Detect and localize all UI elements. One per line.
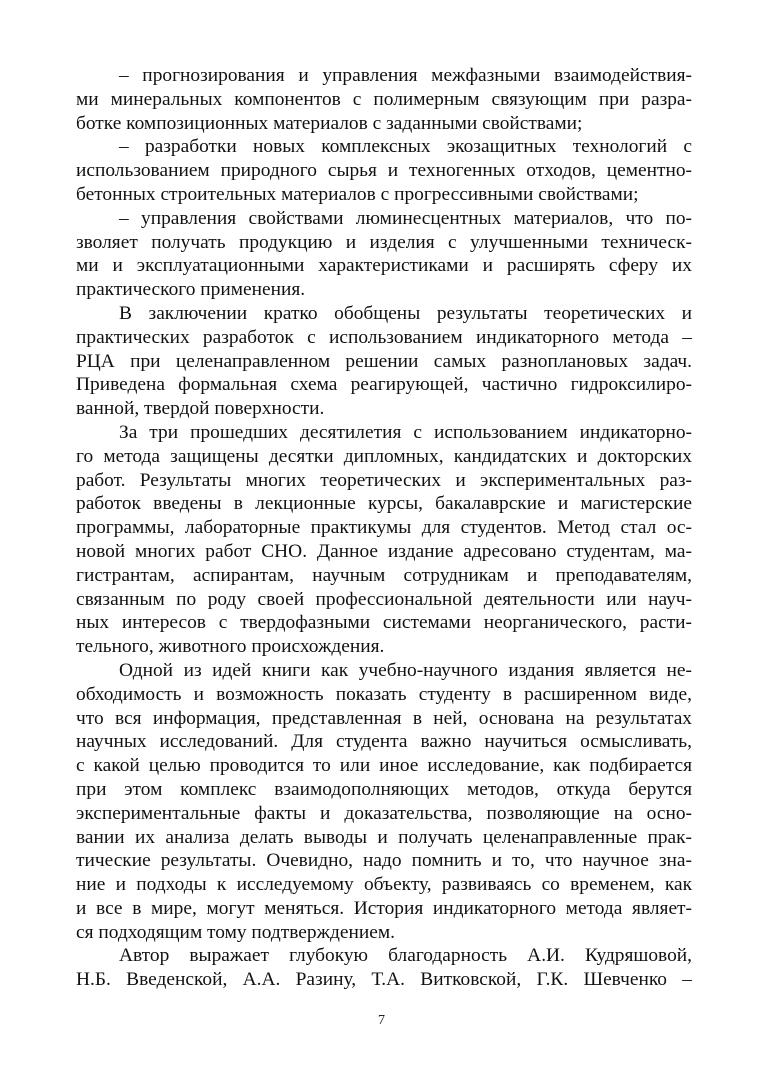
paragraph bbox=[76, 421, 692, 659]
paragraph bbox=[76, 659, 692, 945]
text-line: обходимость и возможность показать студенту в расширенном виде, bbox=[76, 683, 692, 705]
text-line: ванной, твердой поверхности. bbox=[76, 398, 325, 420]
text-line: Автор выражает глубокую благодарность А.И. Кудряшовой, bbox=[119, 945, 692, 967]
text-line: гистрантам, аспирантам, научным сотрудникам и преподавателям, bbox=[76, 564, 692, 586]
text-line: вании их анализа делать выводы и получать целенаправленные прак- bbox=[76, 826, 692, 848]
paragraph bbox=[76, 64, 692, 135]
text-line: тические результаты. Очевидно, надо помнить и то, что научное зна- bbox=[76, 850, 692, 872]
text-line: За три прошедших десятилетия с использованием индикаторно- bbox=[119, 421, 692, 443]
text-line: практического применения. bbox=[76, 279, 306, 301]
text-line: работок введены в лекционные курсы, бакалаврские и магистерские bbox=[76, 493, 692, 515]
text-line: Одной из идей книги как учебно-научного издания является не- bbox=[119, 659, 692, 681]
text-line: – управления свойствами люминесцентных материалов, что по- bbox=[119, 207, 692, 229]
text-line: при этом комплекс взаимодополняющих методов, откуда берутся bbox=[76, 778, 692, 800]
text-line: связанным по роду своей профессиональной деятельности или науч- bbox=[76, 588, 692, 610]
text-line: ных интересов с твердофазными системами неорганического, расти- bbox=[76, 612, 692, 634]
text-line: бетонных строительных материалов с прогрессивными свойствами; bbox=[76, 183, 639, 205]
text-line: работ. Результаты многих теоретических и экспериментальных раз- bbox=[76, 469, 692, 491]
body-text bbox=[76, 64, 692, 992]
text-line: и все в мире, могут меняться. История индикаторного метода являет- bbox=[76, 897, 692, 919]
page-number: 7 bbox=[378, 1013, 385, 1028]
text-line: новой многих работ СНО. Данное издание адресовано студентам, ма- bbox=[76, 540, 692, 562]
text-line: ми минеральных компонентов с полимерным связующим при разра- bbox=[76, 88, 692, 110]
text-line: научных исследований. Для студента важно научиться осмысливать, bbox=[76, 731, 692, 753]
text-line: зволяет получать продукцию и изделия с улучшенными техническ- bbox=[76, 231, 692, 253]
text-line: ботке композиционных материалов с заданными свойствами; bbox=[76, 112, 583, 134]
text-line: ми и эксплуатационными характеристиками и расширять сферу их bbox=[76, 255, 692, 277]
text-line: го метода защищены десятки дипломных, кандидатских и докторских bbox=[76, 445, 692, 467]
text-line: Приведена формальная схема реагирующей, частично гидроксилиро- bbox=[76, 374, 692, 396]
text-line: с какой целью проводится то или иное исследование, как подбирается bbox=[76, 755, 692, 777]
paragraph bbox=[76, 944, 692, 992]
text-line: использованием природного сырья и техногенных отходов, цементно- bbox=[76, 160, 692, 182]
text-line: РЦА при целенаправленном решении самых разноплановых задач. bbox=[76, 350, 692, 372]
text-line: ся подходящим тому подтверждением. bbox=[76, 921, 395, 943]
text-line: что вся информация, представленная в ней, основана на результатах bbox=[76, 707, 692, 729]
text-line: программы, лабораторные практикумы для студентов. Метод стал ос- bbox=[76, 517, 692, 539]
text-line: тельного, животного происхождения. bbox=[76, 636, 385, 658]
text-line: экспериментальные факты и доказательства, позволяющие на осно- bbox=[76, 802, 692, 824]
text-line: ние и подходы к исследуемому объекту, развиваясь со временем, как bbox=[76, 874, 692, 896]
text-line: – разработки новых комплексных экозащитных технологий с bbox=[119, 136, 692, 158]
text-line: В заключении кратко обобщены результаты теоретических и bbox=[119, 302, 692, 324]
text-line: Н.Б. Введенской, А.А. Разину, Т.А. Витковской, Г.К. Шевченко – bbox=[76, 969, 692, 991]
text-line: практических разработок с использованием индикаторного метода – bbox=[76, 326, 692, 348]
paragraph bbox=[76, 302, 692, 421]
text-line: – прогнозирования и управления межфазными взаимодействия- bbox=[119, 65, 692, 86]
paragraph bbox=[76, 207, 692, 302]
paragraph bbox=[76, 135, 692, 206]
